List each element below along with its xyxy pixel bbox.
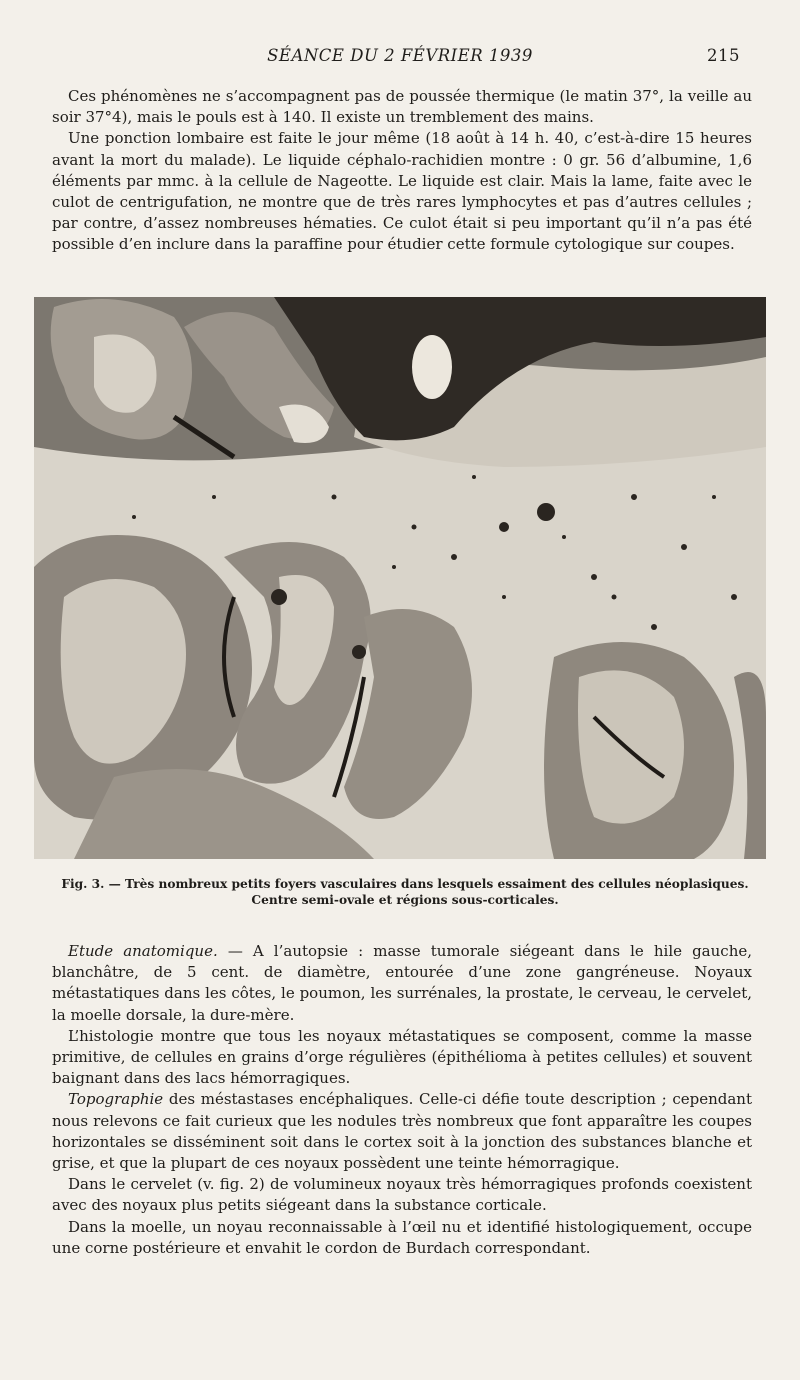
paragraph: L’histologie montre que tous les noyaux métastatiques se composent, comme la masse primitive, de cellules en grains d’orge régulières (épithélioma à petites cellules) et souvent baignant dans des lacs hémorragiques. [52, 1026, 752, 1088]
paragraph-text: — A l’autopsie : masse tumorale siégeant dans le hile gauche, blanchâtre, de 5 cent. de diamètre, entourée d’une zone gangréneuse. Noyaux métastatiques dans les côtes, le poumon, les surrénales, la prostate, le cerveau, le cervelet, la moelle dorsale, la dure-mère. [52, 942, 752, 1024]
intro-text [52, 86, 752, 256]
section-heading: Etude anatomique. [68, 942, 218, 960]
running-title: SÉANCE DU 2 FÉVRIER 1939 [267, 46, 533, 65]
paragraph [52, 941, 752, 1026]
paragraph: Dans le cervelet (v. fig. 2) de volumineux noyaux très hémorragiques profonds coexistent avec des noyaux plus petits siégeant dans la substance corticale. [52, 1175, 752, 1215]
section-heading: Topographie [68, 1090, 164, 1109]
figure-caption: Fig. 3. — Très nombreux petits foyers vasculaires dans lesquels essaiment des cellules néoplasiques. Centre semi-ovale et régions sous-corticales. [61, 877, 749, 907]
brain-section-image [34, 297, 766, 859]
paragraph: Dans la moelle, un noyau reconnaissable à l’œil nu et identifié histologiquement, occupe une corne postérieure et envahit le cordon de Burdach correspondant. [52, 1217, 752, 1257]
body-text [52, 941, 752, 1259]
paragraph [52, 1089, 752, 1174]
page-header [52, 46, 748, 70]
paragraph-text: des méstastases encéphaliques. Celle-ci défie toute description ; cependant nous relevons ce fait curieux que les nodules très nombreux que font apparaître les coupes horizontales se disséminent soit dans le cortex soit à la jonction des substances blanche et grise, et que la plupart de ces noyaux possèdent une teinte hémorragique. [52, 1090, 752, 1173]
page-number: 215 [707, 46, 740, 65]
paragraph: Ces phénomènes ne s’accompagnent pas de poussée thermique (le matin 37°, la veille au soir 37°4), mais le pouls est à 140. Il existe un tremblement des mains. [52, 87, 752, 127]
paragraph: Une ponction lombaire est faite le jour même (18 août à 14 h. 40, c’est-à-dire 15 heures avant la mort du malade). Le liquide céphalo-rachidien montre : 0 gr. 56 d’albumine, 1,6 éléments par mmc. à la cellule de Nageotte. Le liquide est clair. Mais la lame, faite avec le culot de centrigufation, ne montre que de très rares lymphocytes et pas d’autres cellules ; par contre, d’assez nombreuses hématies. Ce culot était si peu important qu’il n’a pas été possible d’en inclure dans la paraffine pour étudier cette formule cytologique sur coupes. [52, 129, 752, 254]
figure-3-micrograph [34, 297, 766, 859]
